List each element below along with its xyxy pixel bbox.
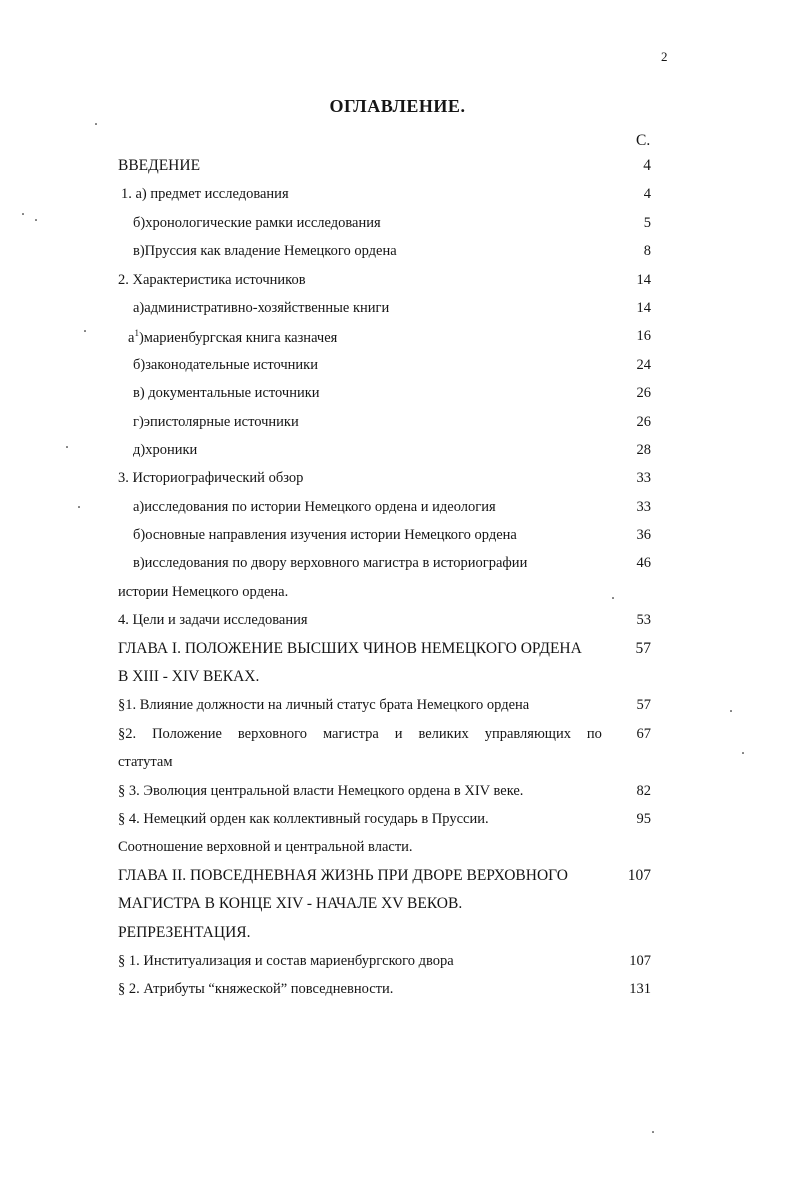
toc-entry-text: 4. Цели и задачи исследования: [118, 612, 308, 629]
toc-entry: [0, 210, 795, 238]
toc-entry-continuation: [0, 891, 795, 919]
toc-entry-page: 82: [636, 782, 651, 799]
toc-entry-text: б)хронологические рамки исследования: [133, 214, 381, 231]
toc-word: Положение: [152, 725, 222, 742]
toc-entry-continuation: [0, 579, 795, 607]
superscript-mark: 1: [134, 328, 139, 339]
toc-entry: [0, 238, 795, 266]
toc-word: по: [586, 725, 602, 742]
toc-entry: [0, 522, 795, 550]
toc-entry-page: 46: [636, 555, 651, 572]
toc-entry-page: 36: [636, 527, 651, 544]
toc-entry: [0, 295, 795, 323]
toc-entry-page: 14: [636, 299, 651, 316]
toc-entry: [0, 437, 795, 465]
toc-entry: [0, 352, 795, 380]
toc-entry-text: МАГИСТРА В КОНЦЕ XIV - НАЧАЛЕ XV ВЕКОВ.: [118, 895, 463, 913]
scan-speck: [66, 446, 68, 448]
toc-entry-page: 95: [636, 810, 651, 827]
toc-entry-continuation: [0, 664, 795, 692]
toc-entry-text: ВВЕДЕНИЕ: [118, 157, 201, 174]
toc-word: §2.: [118, 725, 137, 742]
toc-entry-prefix: а: [128, 330, 135, 347]
toc-entry-text: § 3. Эволюция центральной власти Немецкого ордена в XIV веке.: [118, 782, 524, 799]
toc-entry-text: РЕПРЕЗЕНТАЦИЯ.: [118, 923, 251, 941]
toc-entry-text: б)основные направления изучения истории Немецкого ордена: [133, 527, 517, 544]
toc-entry-text: д)хроники: [133, 441, 198, 458]
toc-entry-text: Соотношение верховной и центральной власти.: [118, 839, 413, 856]
toc-entry-text: [128, 328, 337, 347]
toc-entry: [0, 153, 795, 181]
toc-entry-page: 57: [635, 639, 651, 657]
toc-entry-text: [118, 726, 602, 743]
toc-entry-text: статутам: [118, 754, 173, 771]
toc-entry: [0, 494, 795, 522]
toc-entry-page: 16: [636, 328, 651, 345]
document-title: ОГЛАВЛЕНИЕ.: [329, 96, 466, 116]
toc-entry-text: 3. Историографический обзор: [118, 470, 304, 487]
toc-entry-continuation: [0, 834, 795, 862]
table-of-contents: [0, 153, 795, 1005]
scan-speck: [35, 219, 37, 221]
scan-speck: [730, 710, 732, 712]
toc-entry: [0, 948, 795, 976]
scan-speck: [95, 123, 97, 125]
toc-entry-page: 131: [629, 981, 651, 998]
toc-entry: [0, 976, 795, 1004]
toc-entry-text: а)административно-хозяйственные книги: [133, 299, 390, 316]
toc-entry-text: ГЛАВА I. ПОЛОЖЕНИЕ ВЫСШИХ ЧИНОВ НЕМЕЦКОГО ОРДЕНА: [118, 639, 582, 657]
toc-entry-page: 8: [643, 243, 651, 260]
toc-entry-page: 26: [636, 413, 651, 430]
toc-entry: [0, 465, 795, 493]
toc-entry-text: § 2. Атрибуты “княжеской” повседневности.: [118, 981, 394, 998]
toc-entry: [0, 721, 795, 749]
scan-speck: [652, 1131, 654, 1133]
toc-entry-rest: )мариенбургская книга казначея: [138, 330, 338, 347]
toc-entry-text: ГЛАВА II. ПОВСЕДНЕВНАЯ ЖИЗНЬ ПРИ ДВОРЕ ВЕРХОВНОГО: [118, 866, 568, 884]
toc-entry-text: В XIII - XIV ВЕКАХ.: [118, 668, 260, 686]
toc-entry-page: 33: [636, 470, 651, 487]
toc-chapter-entry: [0, 863, 795, 891]
scan-speck: [742, 752, 744, 754]
toc-word: и: [394, 725, 403, 742]
page-number: 2: [661, 49, 668, 64]
toc-entry-text: б)законодательные источники: [133, 356, 318, 373]
toc-word: верховного: [237, 725, 307, 742]
toc-entry-page: 53: [636, 612, 651, 629]
toc-entry: [0, 323, 795, 351]
toc-entry: [0, 778, 795, 806]
scan-speck: [78, 506, 80, 508]
toc-entry: [0, 806, 795, 834]
toc-entry-page: 4: [643, 157, 651, 174]
toc-entry-continuation: [0, 749, 795, 777]
toc-entry-page: 33: [636, 498, 651, 515]
page-column-header: С.: [636, 132, 651, 149]
toc-entry: [0, 692, 795, 720]
toc-word: магистра: [322, 725, 379, 742]
toc-entry-text: 1. а) предмет исследования: [121, 186, 289, 203]
toc-entry-page: 24: [636, 356, 651, 373]
toc-entry-text: § 4. Немецкий орден как коллективный государь в Пруссии.: [118, 810, 489, 827]
toc-entry-page: 5: [643, 214, 651, 231]
toc-entry-page: 67: [636, 725, 651, 742]
scan-speck: [612, 597, 614, 599]
toc-entry-text: 2. Характеристика источников: [118, 271, 306, 288]
toc-entry-text: в)исследования по двору верховного магистра в историографии: [133, 555, 528, 572]
toc-entry-text: §1. Влияние должности на личный статус брата Немецкого ордена: [118, 697, 530, 714]
toc-entry-text: в) документальные источники: [133, 385, 320, 402]
toc-word: великих: [418, 725, 469, 742]
toc-entry-page: 107: [627, 866, 651, 884]
toc-entry: [0, 380, 795, 408]
toc-entry-page: 28: [636, 441, 651, 458]
toc-entry: [0, 607, 795, 635]
toc-word: управляющих: [484, 725, 571, 742]
toc-entry-text: истории Немецкого ордена.: [118, 583, 289, 600]
toc-entry-page: 14: [636, 271, 651, 288]
toc-entry-text: г)эпистолярные источники: [133, 413, 299, 430]
toc-entry-page: 107: [629, 952, 651, 969]
toc-entry-page: 57: [636, 697, 651, 714]
scan-speck: [22, 213, 24, 215]
toc-entry-page: 4: [643, 186, 651, 203]
toc-entry-page: 26: [636, 385, 651, 402]
toc-entry-text: а)исследования по истории Немецкого ордена и идеология: [133, 498, 496, 515]
toc-entry-text: в)Пруссия как владение Немецкого ордена: [133, 243, 397, 260]
toc-entry: [0, 409, 795, 437]
toc-chapter-entry: [0, 636, 795, 664]
toc-entry: [0, 267, 795, 295]
toc-entry-continuation: [0, 920, 795, 948]
toc-entry-text: § 1. Институализация и состав мариенбургского двора: [118, 952, 454, 969]
scan-speck: [84, 330, 86, 332]
toc-entry: [0, 181, 795, 209]
toc-entry: [0, 550, 795, 578]
